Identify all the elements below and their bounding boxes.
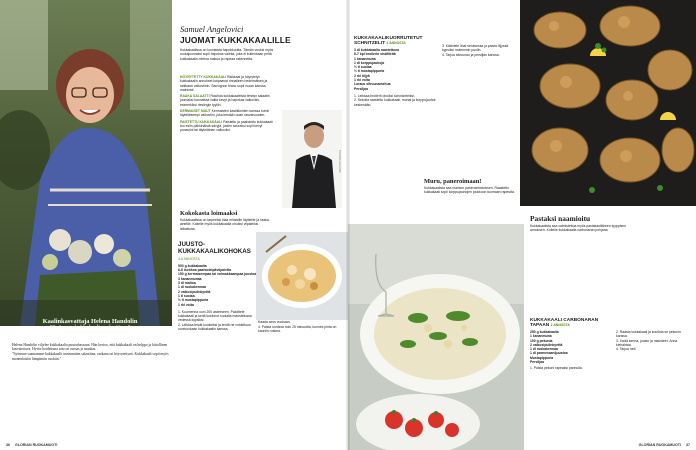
sommelier-photo-credit: TORNIKE GOLADZE [338, 150, 341, 173]
ingredient-line: 1 kananmuna [354, 56, 376, 61]
portrait-caption-title: Kaalinkasvattaja Helena Handolin [42, 318, 138, 325]
pasta-text: Kukkakaalista saa valmistettua myös pastakastikkeen tyyppisen annoksen. Kokeile kukkakaalia carbonaran pohjana. [530, 224, 626, 233]
drinks-section [180, 75, 275, 92]
ingredient-line: 1 dl korppujauhoja [354, 60, 385, 65]
drinks-section-text: Kermaisten kastikkeiden kanssa toimii täyteläisempi valkoviini, joka kestää ruoan rasvaisuuden. [180, 109, 269, 118]
ingredient-line: Persiljaa [354, 86, 368, 91]
step-line: 2. Sekoita raastettu kukkakaali, munat ja korppujauhot keskenään. [354, 98, 436, 107]
step-line: 4. Tarjoa heti. [616, 347, 637, 352]
drinks-section-text: Raa'ista kukkakaaleista tehdyn salaatin juomaksi kannattaa valita kevyt ja hapokas valkoviini, esimerkiksi rieslingin tyyliin. [180, 94, 270, 107]
portrait-caption-quote: "Syömme kukkakaalin salaattina." [50, 325, 130, 331]
left-page-number: 36 [6, 443, 10, 447]
drinks-section-text: Raikkaat ja höyrytetyt kukkakaalin annokset kaipaavat rinnalleen hedelmäisen ja raikkaan valkoviinin. Sauvignon blanc sopii ruoan kanssa mainiosti. [180, 75, 268, 92]
drinks-intro: Kukkakaalissa on luontaista hapokkuutta. Tämän vuoksi myös ruokajuomaksi sopii hapokas valinta, joka ei kuitenkaan peitä kukkakaalin mietoa makua ja rapeaa rakennetta. [180, 48, 274, 61]
schnitzel-title [354, 36, 436, 46]
gratin-photo [256, 232, 348, 320]
schnitzel-recipe [354, 36, 436, 107]
sommelier-photo [282, 110, 342, 208]
drinks-section [180, 120, 275, 133]
gratin-steps [178, 310, 258, 331]
ingredient-line: 3 kananmunaa [178, 276, 202, 281]
schnitzel-title-text: KUKKAKAALIKUORRUTETUT SCHNITZELIT [354, 36, 423, 46]
ingredient-line: 1 dl ruokakermaa [178, 285, 206, 290]
drinks-section-label: KERMAISET MAUT [180, 109, 211, 114]
ingredient-line: ½ tl suolaa [354, 65, 372, 70]
gratin-title: JUUSTO-KUKKAKAALIKOHOKAS [178, 241, 251, 255]
step-line: Kaada seos vuokaan. [258, 320, 291, 325]
carbonara-title [530, 318, 612, 328]
carbonara-ingredients [530, 330, 612, 364]
schnitzel-steps [354, 94, 436, 107]
ingredient-line: 1 tl suolaa [178, 293, 195, 298]
cheese-intro-title: Kokokasta loimaaksi [180, 210, 238, 217]
step-line: 2. Raasta kukkakaali ja kuullota se pekonin kanssa. [616, 330, 681, 339]
left-footer-label: GLORIAN RUOKAMUOTI [15, 443, 58, 447]
drinks-section-text: Paistettu ja paahdettu kukkakaali tuo esiin pähkinäisiä sävyjä, joiden seuraksi sopii kevyt punaviini tai täyteläinen valkoviini. [180, 119, 273, 133]
pasta-title: Pastaksi naamioitu [530, 214, 591, 223]
drinks-section [180, 109, 275, 118]
drinks-section-label: RAAKA SALAATTI [180, 94, 210, 99]
right-page [348, 0, 696, 450]
left-page-footer [6, 443, 57, 447]
author-signature: Samuel Angelovici [180, 24, 244, 34]
ingredient-line: 250 g kukkakaalia [530, 330, 559, 334]
step-line: 3. Lisää kerma, juusto ja mausteet. Anna kiehahtaa. [616, 338, 678, 347]
gardener-portrait-photo [0, 0, 172, 326]
step-line: 3. Kääntele lihat seoksessa ja paista öljyssä kypsiksi molemmin puolin. [442, 44, 509, 53]
step-line: 1. Kuumenna uuni 200 asteeseen. Paloittele kukkakaali ja keitä kukinnot suolalla maustetussa vedessä kypsiksi. [178, 309, 252, 323]
ingredient-line: 3 dl kukkakaalia raastettuna [354, 48, 400, 52]
drinks-section [180, 94, 275, 107]
ingredient-line: Loraus sitruunamehua [354, 82, 391, 87]
pasta-box [530, 214, 630, 233]
gratin-recipe [178, 242, 258, 331]
crunch-text: Kukkakaalista saa mainion panerointiseoksen. Raastettu kukkakaali sopii korppujauhojen joukkoon tuomaan rapeutta. [424, 186, 515, 195]
crunch-box [424, 178, 518, 195]
schnitzel-servings: 4 ANNOSTA [386, 41, 406, 45]
cheese-intro-text: Kukkakaalissa on tarpeeksi tilaa erilaisille täytteille ja raaka-aineille. Kokeile myös kukkakaalia ohuiksi viipaleiksi leikattuna. [180, 218, 270, 231]
ingredient-line: ½ tl mustapippuria [178, 298, 209, 303]
step-line: 4. Paista uunissa noin 25 minuuttia, kunnes pinta on kauniin ruskea. [258, 324, 337, 333]
schnitzel-ingredients [354, 48, 436, 91]
ingredient-line: 1 rkl voita [354, 78, 370, 83]
page-gutter [346, 0, 350, 450]
ingredient-line: 100 g pekonia [530, 338, 553, 343]
ingredient-line: 150 g kermaisempaa tai voimakkaampaa juustoa [178, 272, 257, 277]
carbonara-title-text: KUKKAKAALI CARBONARAN TAPAAN [530, 318, 599, 328]
ingredient-line: 1 kananmuna [530, 334, 552, 339]
ingredient-line: 6-7 kpl broilerin sisäfileitä [354, 52, 396, 57]
step-line: 2. Leikkaa leivät kuutioiksi ja levitä ne voideltuun uunivuokaan kukkakaalin kanssa. [178, 322, 251, 332]
ingredient-line: 1 dl parmesaanijuustoa [530, 351, 568, 356]
schnitzel-photo [520, 0, 696, 206]
step-line: 4. Tarjoa sitruunan ja persiljan kanssa. [442, 52, 500, 57]
ingredient-line: Mustapippuria [530, 355, 554, 360]
right-page-footer [639, 443, 690, 447]
drinks-section-label: HÖYRYTETTY KUKKAKAALI [180, 75, 227, 79]
portrait-caption-block [20, 318, 160, 332]
step-line: 1. Paista pekoni rapeaksi pannulla. [530, 366, 583, 371]
gratin-servings: 4-6 ANNOSTA [178, 256, 200, 261]
ingredient-line: 2 valkosipulinkynttä [178, 289, 211, 294]
drinks-section-label: PAISTETTU KUKKAKAALI [180, 119, 223, 124]
schnitzel-steps-cont [442, 44, 514, 57]
ingredient-line: ½ tl mustapippuria [354, 69, 385, 74]
crunch-title: Muru, paneroimaan! [424, 178, 482, 185]
cheese-intro [180, 210, 272, 231]
ingredient-line: 2 rkl öljyä [354, 73, 370, 78]
carbonara-steps-cont [616, 330, 690, 351]
drinks-title: JUOMAT KUKKAKAALILLE [180, 35, 291, 45]
ingredient-line: 1 dl ruokakermaa [530, 347, 558, 352]
carbonara-recipe [530, 318, 612, 371]
drinks-article [180, 24, 340, 61]
right-page-number: 37 [686, 443, 690, 447]
gratin-ingredients [178, 264, 258, 307]
right-footer-label: GLORIAN RUOKAMUOTI [638, 443, 681, 447]
carbonara-servings: 2 ANNOSTA [550, 323, 570, 327]
carbonara-steps [530, 366, 612, 370]
ingredient-line: 6-8 isohkoa paahtoleipäviipaletta [178, 268, 232, 273]
drinks-sections [180, 75, 275, 135]
ingredient-line: 2 valkosipulinkynttä [530, 342, 563, 347]
story-text: Helena Handolin viljelee kukkakaalia puutarhassaan. Hän kertoo, että kukkakaali on helppo ja kiitollinen kasvatettava. Hyvin hoidettuna sato on runsas ja maukas. "Syömme saamamme kukkakaalit useimmiten salaattina, raakana tai höyrytettynä. Kukkakaali sopii myös monenlaisiin lämpimiin ruokiin." [12, 342, 169, 361]
step-line: 1. Leikkaa broilerit ohuiksi schnitzeleiksi. [354, 93, 415, 98]
ingredient-line: 3 dl maitoa [178, 281, 196, 286]
ingredient-line: 500 g kukkakaalia [178, 263, 207, 268]
pasta-photo [348, 224, 524, 450]
ingredient-line: 1 rkl voita [178, 302, 194, 307]
ingredient-line: Persiljaa [530, 360, 544, 365]
story-column [12, 338, 170, 366]
